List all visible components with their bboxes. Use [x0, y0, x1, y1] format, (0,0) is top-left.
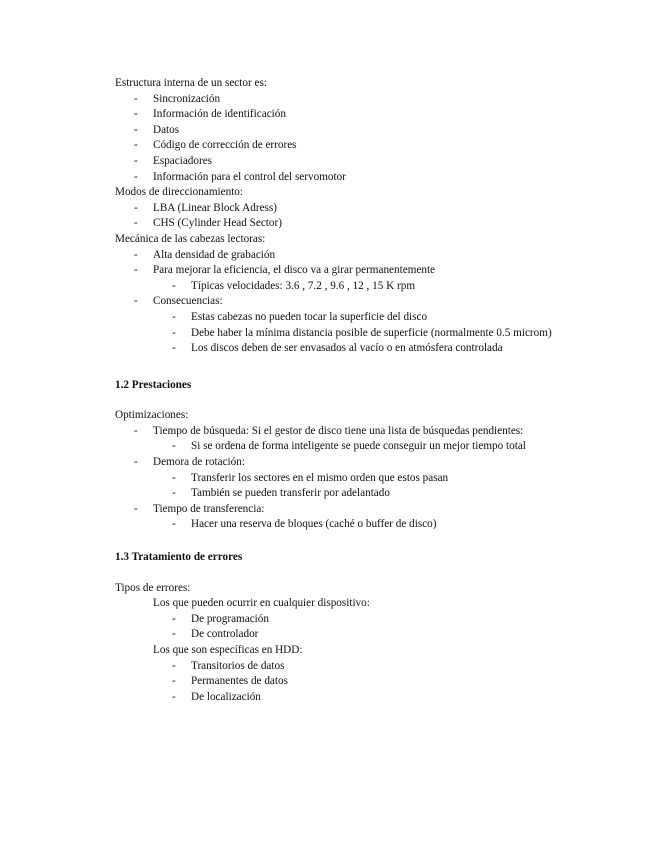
sub-list-item	[0, 627, 655, 643]
bullet: -	[134, 217, 138, 230]
bullet: -	[134, 92, 138, 105]
list-item	[0, 263, 655, 279]
bullet: -	[172, 518, 176, 531]
sub-list-item-text: Transferir los sectores en el mismo orden que estos pasan	[191, 471, 449, 484]
list-item	[0, 248, 655, 264]
list-item	[0, 154, 655, 170]
bullet: -	[134, 248, 138, 261]
bullet: -	[172, 310, 176, 323]
list-item-text: LBA (Linear Block Adress)	[153, 201, 277, 214]
mecanica-title: Mecánica de las cabezas lectoras:	[115, 232, 266, 245]
list-item	[0, 216, 655, 232]
error-group-title: Los que son específicas en HDD:	[153, 644, 303, 656]
spacer	[0, 533, 655, 550]
list-item	[0, 455, 655, 471]
list-item	[0, 138, 655, 154]
list-item-text: Información de identificación	[153, 108, 286, 121]
list-item-text: Código de corrección de errores	[153, 139, 297, 152]
list-item-text: Para mejorar la eficiencia, el disco va a girar permanentemente	[153, 264, 436, 277]
list-item-text: Demora de rotación:	[153, 456, 245, 469]
list-item-text: Alta densidad de grabación	[153, 248, 276, 261]
sub-list-item	[0, 439, 655, 455]
spacer	[0, 393, 655, 408]
sub-list-item	[0, 659, 655, 675]
tipos-errores-title: Tipos de errores:	[115, 581, 191, 594]
list-item-text: CHS (Cylinder Head Sector)	[153, 217, 282, 230]
sub-list-item	[0, 517, 655, 533]
list-item	[0, 170, 655, 186]
spacer	[0, 357, 655, 378]
sub-list-item-text: Estas cabezas no pueden tocar la superficie del disco	[191, 310, 428, 323]
sub-list-item-text: Debe haber la mínima distancia posible de superficie (normalmente 0.5 microm)	[191, 326, 552, 339]
list-item	[0, 107, 655, 123]
sub-list-item	[0, 471, 655, 487]
bullet: -	[172, 628, 176, 641]
list-item-text: Tiempo de búsqueda: Si el gestor de disco tiene una lista de búsquedas pendientes:	[153, 424, 524, 437]
bullet: -	[172, 326, 176, 339]
bullet: -	[134, 295, 138, 308]
list-item-text: Información para el control del servomotor	[153, 170, 346, 183]
sub-list-item	[0, 690, 655, 706]
optimizaciones-title: Optimizaciones:	[115, 409, 189, 422]
list-item	[0, 123, 655, 139]
bullet: -	[134, 123, 138, 136]
document-page	[0, 76, 655, 705]
bullet: -	[172, 487, 176, 500]
bullet: -	[172, 612, 176, 625]
bullet: -	[172, 690, 176, 703]
bullet: -	[134, 502, 138, 515]
modos-title: Modos de direccionamiento:	[115, 186, 244, 199]
bullet: -	[134, 108, 138, 121]
sub-list-item	[0, 310, 655, 326]
error-group-title: Los que pueden ocurrir en cualquier dispositivo:	[153, 597, 370, 610]
sub-list-item-text: Transitorios de datos	[191, 659, 285, 672]
bullet: -	[134, 154, 138, 167]
sub-list-item-text: Permanentes de datos	[191, 675, 288, 688]
bullet: -	[172, 279, 176, 292]
bullet: -	[172, 659, 176, 672]
sub-list-item	[0, 341, 655, 357]
bullet: -	[172, 440, 176, 453]
sub-list-item-text: Típicas velocidades: 3.6 , 7.2 , 9.6 , 12 , 15 K rpm	[191, 279, 416, 292]
list-item-text: Espaciadores	[153, 154, 213, 167]
bullet: -	[134, 201, 138, 214]
list-item-text: Tiempo de transferencia:	[153, 502, 265, 515]
sub-list-item-text: De controlador	[191, 628, 259, 641]
bullet: -	[172, 471, 176, 484]
sub-list-item-text: También se pueden transferir por adelantado	[191, 487, 390, 500]
sub-list-item	[0, 612, 655, 628]
list-item-text: Consecuencias:	[153, 295, 223, 308]
sub-list-item-text: Si se ordena de forma inteligente se puede conseguir un mejor tiempo total	[191, 440, 526, 453]
estructura-title: Estructura interna de un sector es:	[115, 77, 267, 89]
list-item	[0, 294, 655, 310]
bullet: -	[134, 170, 138, 183]
bullet: -	[134, 424, 138, 437]
sub-list-item	[0, 279, 655, 295]
list-item	[0, 201, 655, 217]
section-heading-prestaciones: 1.2 Prestaciones	[115, 378, 192, 391]
sub-list-item-text: Hacer una reserva de bloques (caché o buffer de disco)	[191, 518, 437, 531]
sub-list-item-text: De programación	[191, 612, 269, 625]
bullet: -	[134, 139, 138, 152]
sub-list-item	[0, 486, 655, 502]
bullet: -	[134, 456, 138, 469]
sub-list-item	[0, 674, 655, 690]
sub-list-item	[0, 326, 655, 342]
spacer	[0, 566, 655, 581]
list-item	[0, 92, 655, 108]
bullet: -	[172, 675, 176, 688]
sub-list-item-text: De localización	[191, 690, 261, 703]
sub-list-item-text: Los discos deben de ser envasados al vacío o en atmósfera controlada	[191, 342, 503, 355]
list-item-text: Datos	[153, 123, 180, 136]
bullet: -	[134, 264, 138, 277]
list-item	[0, 502, 655, 518]
section-heading-errores: 1.3 Tratamiento de errores	[115, 551, 243, 564]
list-item-text: Sincronización	[153, 92, 221, 105]
bullet: -	[172, 342, 176, 355]
list-item	[0, 424, 655, 440]
